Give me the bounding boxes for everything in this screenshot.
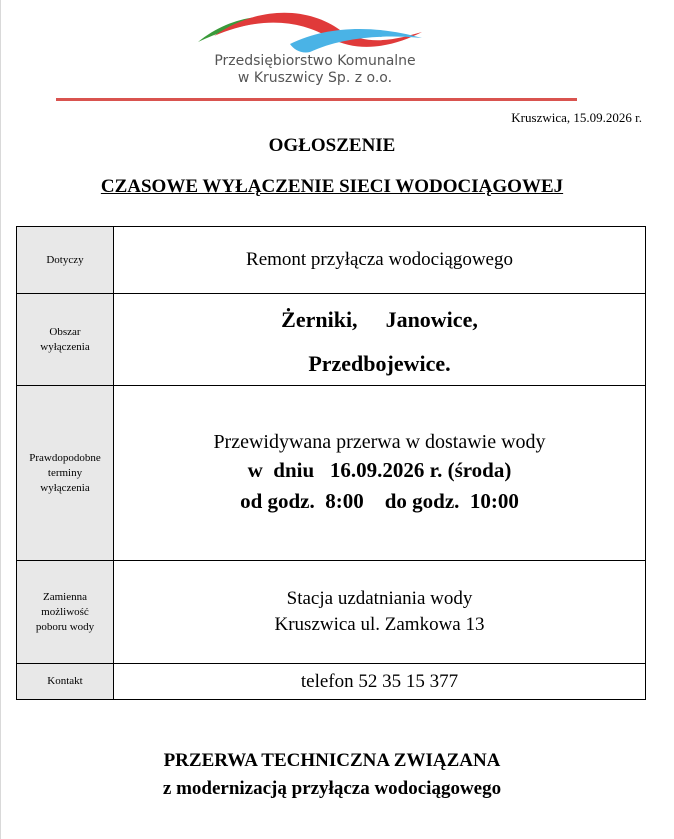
company-logo (190, 8, 440, 93)
row-value (114, 227, 646, 294)
label-line: Obszar (49, 325, 81, 338)
alternative-station: Stacja uzdatniania wody (286, 588, 473, 609)
table-row-schedule (17, 386, 646, 561)
row-value (114, 561, 646, 664)
row-value (114, 664, 646, 700)
row-label (17, 386, 114, 561)
label-subject: Dotyczy (46, 253, 84, 266)
label-line: wyłączenia (40, 481, 90, 494)
table-row-subject (17, 227, 646, 294)
table-row-area (17, 294, 646, 386)
row-value (114, 386, 646, 561)
label-contact: Kontakt (47, 675, 83, 687)
table-row-alternative (17, 561, 646, 664)
header-divider (56, 98, 577, 101)
place-name: Żerniki, (281, 306, 358, 332)
label-line: poboru wody (35, 620, 95, 633)
announcement-subtitle: CZASOWE WYŁĄCZENIE SIECI WODOCIĄGOWEJ (100, 176, 564, 197)
footer-headline: PRZERWA TECHNICZNA ZWIĄZANA (163, 750, 501, 771)
row-label (17, 561, 114, 664)
document-date: Kruszwica, 15.09.2026 r. (511, 110, 642, 125)
table-row-contact (17, 664, 646, 700)
wave-logo-icon (190, 8, 440, 56)
outage-info-table (16, 226, 646, 700)
break-date: w dniu 16.09.2026 r. (środa) (247, 458, 512, 482)
row-label (17, 294, 114, 386)
row-value (114, 294, 646, 386)
footer-subline: z modernizacją przyłącza wodociągowego (162, 778, 502, 799)
alternative-address: Kruszwica ul. Zamkowa 13 (274, 614, 485, 635)
label-line: Prawdopodobne (29, 451, 101, 464)
label-line: wyłączenia (40, 340, 90, 353)
label-line: terminy (47, 466, 83, 479)
announcement-title: OGŁOSZENIE (268, 135, 396, 156)
company-name-line1: Przedsiębiorstwo Komunalne (214, 53, 416, 69)
place-name: Przedbojewice. (308, 350, 451, 376)
break-hours: od godz. 8:00 do godz. 10:00 (240, 489, 519, 513)
place-name: Janowice, (385, 306, 478, 332)
break-description: Przewidywana przerwa w dostawie wody (213, 431, 546, 453)
row-label (17, 227, 114, 294)
label-line: Zamienna (43, 590, 87, 603)
contact-phone: telefon 52 35 15 377 (300, 670, 459, 692)
page-edge (0, 0, 1, 839)
company-name-line2: w Kruszwicy Sp. z o.o. (237, 70, 393, 86)
row-label (17, 664, 114, 700)
label-line: możliwość (41, 605, 89, 618)
area-places-line (114, 307, 645, 333)
subject-value: Remont przyłącza wodociągowego (246, 249, 513, 270)
